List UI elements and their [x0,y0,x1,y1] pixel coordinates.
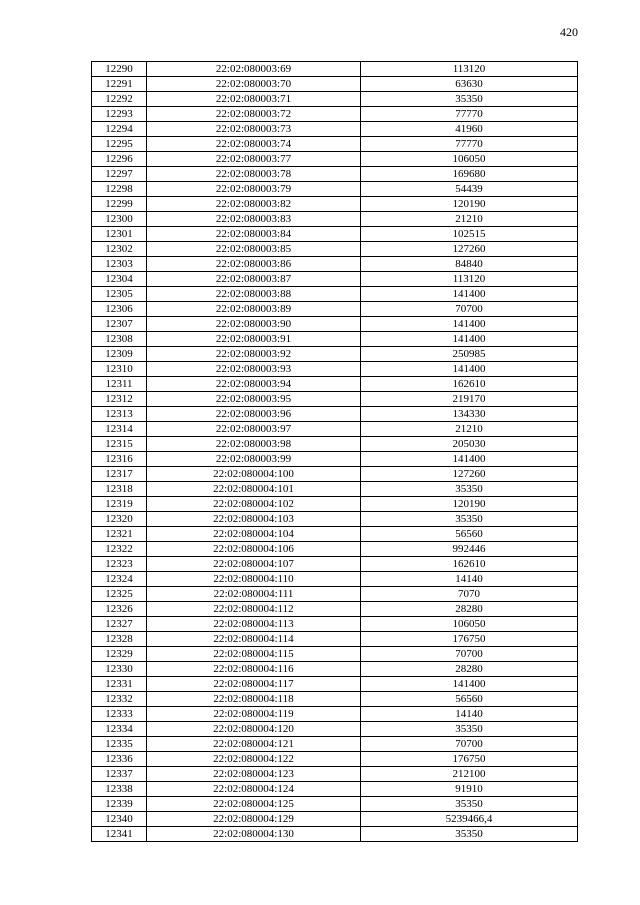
cadastral-value-table [91,61,578,842]
cadastral-number-cell: 22:02:080003:78 [147,167,361,182]
value-cell: 176750 [361,632,578,647]
cadastral-number-cell: 22:02:080004:130 [147,827,361,842]
row-number-cell: 12295 [92,137,147,152]
cadastral-number-cell: 22:02:080004:129 [147,812,361,827]
table-row [92,272,578,287]
cadastral-number-cell: 22:02:080003:96 [147,407,361,422]
cadastral-number-cell: 22:02:080003:71 [147,92,361,107]
cadastral-number-cell: 22:02:080004:122 [147,752,361,767]
table-row [92,242,578,257]
row-number-cell: 12325 [92,587,147,602]
cadastral-number-cell: 22:02:080004:119 [147,707,361,722]
row-number-cell: 12296 [92,152,147,167]
value-cell: 141400 [361,677,578,692]
cadastral-number-cell: 22:02:080004:102 [147,497,361,512]
cadastral-number-cell: 22:02:080003:83 [147,212,361,227]
table-row [92,722,578,737]
value-cell: 162610 [361,377,578,392]
table-row [92,332,578,347]
row-number-cell: 12291 [92,77,147,92]
value-cell: 63630 [361,77,578,92]
value-cell: 35350 [361,797,578,812]
table-row [92,437,578,452]
table-row [92,182,578,197]
table-row [92,212,578,227]
row-number-cell: 12339 [92,797,147,812]
row-number-cell: 12323 [92,557,147,572]
cadastral-number-cell: 22:02:080004:110 [147,572,361,587]
cadastral-number-cell: 22:02:080003:97 [147,422,361,437]
value-cell: 56560 [361,527,578,542]
value-cell: 250985 [361,347,578,362]
value-cell: 113120 [361,272,578,287]
row-number-cell: 12310 [92,362,147,377]
table-row [92,827,578,842]
row-number-cell: 12306 [92,302,147,317]
table-row [92,137,578,152]
row-number-cell: 12335 [92,737,147,752]
row-number-cell: 12337 [92,767,147,782]
row-number-cell: 12326 [92,602,147,617]
cadastral-number-cell: 22:02:080003:92 [147,347,361,362]
table-row [92,422,578,437]
row-number-cell: 12301 [92,227,147,242]
table-row [92,197,578,212]
row-number-cell: 12293 [92,107,147,122]
value-cell: 134330 [361,407,578,422]
cadastral-number-cell: 22:02:080004:104 [147,527,361,542]
value-cell: 106050 [361,617,578,632]
cadastral-number-cell: 22:02:080003:79 [147,182,361,197]
row-number-cell: 12319 [92,497,147,512]
table-row [92,752,578,767]
cadastral-number-cell: 22:02:080003:72 [147,107,361,122]
cadastral-number-cell: 22:02:080003:95 [147,392,361,407]
row-number-cell: 12294 [92,122,147,137]
table-row [92,677,578,692]
value-cell: 169680 [361,167,578,182]
row-number-cell: 12314 [92,422,147,437]
table-row [92,602,578,617]
value-cell: 120190 [361,497,578,512]
row-number-cell: 12324 [92,572,147,587]
cadastral-number-cell: 22:02:080004:125 [147,797,361,812]
table-row [92,692,578,707]
value-cell: 28280 [361,602,578,617]
page-number: 420 [560,25,578,39]
value-cell: 219170 [361,392,578,407]
table-row [92,482,578,497]
row-number-cell: 12318 [92,482,147,497]
table-row [92,497,578,512]
table-row [92,557,578,572]
value-cell: 21210 [361,212,578,227]
table-row [92,527,578,542]
value-cell: 70700 [361,647,578,662]
row-number-cell: 12292 [92,92,147,107]
value-cell: 212100 [361,767,578,782]
row-number-cell: 12312 [92,392,147,407]
table-row [92,167,578,182]
row-number-cell: 12303 [92,257,147,272]
table-row [92,377,578,392]
table-row [92,707,578,722]
row-number-cell: 12322 [92,542,147,557]
value-cell: 141400 [361,452,578,467]
cadastral-number-cell: 22:02:080003:77 [147,152,361,167]
value-cell: 35350 [361,92,578,107]
table-row [92,812,578,827]
cadastral-number-cell: 22:02:080004:111 [147,587,361,602]
cadastral-number-cell: 22:02:080004:116 [147,662,361,677]
row-number-cell: 12311 [92,377,147,392]
value-cell: 127260 [361,467,578,482]
table-row [92,317,578,332]
cadastral-number-cell: 22:02:080003:85 [147,242,361,257]
value-cell: 113120 [361,62,578,77]
table-row [92,452,578,467]
row-number-cell: 12299 [92,197,147,212]
row-number-cell: 12340 [92,812,147,827]
cadastral-number-cell: 22:02:080004:100 [147,467,361,482]
row-number-cell: 12300 [92,212,147,227]
row-number-cell: 12333 [92,707,147,722]
row-number-cell: 12307 [92,317,147,332]
table-row [92,662,578,677]
cadastral-number-cell: 22:02:080004:118 [147,692,361,707]
row-number-cell: 12338 [92,782,147,797]
table-row [92,797,578,812]
cadastral-number-cell: 22:02:080003:87 [147,272,361,287]
cadastral-number-cell: 22:02:080004:112 [147,602,361,617]
row-number-cell: 12331 [92,677,147,692]
value-cell: 102515 [361,227,578,242]
table-row [92,512,578,527]
value-cell: 77770 [361,107,578,122]
cadastral-number-cell: 22:02:080003:69 [147,62,361,77]
cadastral-number-cell: 22:02:080004:115 [147,647,361,662]
value-cell: 70700 [361,302,578,317]
value-cell: 14140 [361,572,578,587]
cadastral-number-cell: 22:02:080003:98 [147,437,361,452]
table-row [92,572,578,587]
table-row [92,647,578,662]
table-row [92,62,578,77]
value-cell: 141400 [361,287,578,302]
value-cell: 35350 [361,722,578,737]
value-cell: 21210 [361,422,578,437]
value-cell: 35350 [361,482,578,497]
value-cell: 5239466,4 [361,812,578,827]
cadastral-number-cell: 22:02:080004:103 [147,512,361,527]
value-cell: 54439 [361,182,578,197]
row-number-cell: 12305 [92,287,147,302]
table-row [92,152,578,167]
cadastral-number-cell: 22:02:080004:123 [147,767,361,782]
cadastral-number-cell: 22:02:080003:82 [147,197,361,212]
row-number-cell: 12302 [92,242,147,257]
value-cell: 56560 [361,692,578,707]
row-number-cell: 12297 [92,167,147,182]
row-number-cell: 12327 [92,617,147,632]
value-cell: 41960 [361,122,578,137]
table-row [92,92,578,107]
table-row [92,542,578,557]
value-cell: 127260 [361,242,578,257]
value-cell: 205030 [361,437,578,452]
row-number-cell: 12336 [92,752,147,767]
cadastral-number-cell: 22:02:080004:106 [147,542,361,557]
value-cell: 77770 [361,137,578,152]
table-row [92,257,578,272]
row-number-cell: 12316 [92,452,147,467]
table-row [92,617,578,632]
value-cell: 7070 [361,587,578,602]
table-row [92,302,578,317]
cadastral-number-cell: 22:02:080003:70 [147,77,361,92]
value-cell: 141400 [361,317,578,332]
row-number-cell: 12298 [92,182,147,197]
cadastral-number-cell: 22:02:080004:101 [147,482,361,497]
value-cell: 35350 [361,512,578,527]
table-row [92,362,578,377]
table-row [92,407,578,422]
value-cell: 141400 [361,332,578,347]
cadastral-number-cell: 22:02:080003:74 [147,137,361,152]
row-number-cell: 12332 [92,692,147,707]
row-number-cell: 12334 [92,722,147,737]
value-cell: 14140 [361,707,578,722]
value-cell: 106050 [361,152,578,167]
value-cell: 120190 [361,197,578,212]
row-number-cell: 12309 [92,347,147,362]
table-row [92,107,578,122]
table-row [92,467,578,482]
row-number-cell: 12304 [92,272,147,287]
value-cell: 176750 [361,752,578,767]
value-cell: 84840 [361,257,578,272]
cadastral-number-cell: 22:02:080004:120 [147,722,361,737]
value-cell: 992446 [361,542,578,557]
cadastral-number-cell: 22:02:080003:89 [147,302,361,317]
row-number-cell: 12329 [92,647,147,662]
table-row [92,782,578,797]
value-cell: 35350 [361,827,578,842]
table-body [92,62,578,842]
row-number-cell: 12290 [92,62,147,77]
cadastral-number-cell: 22:02:080004:124 [147,782,361,797]
row-number-cell: 12317 [92,467,147,482]
cadastral-number-cell: 22:02:080003:93 [147,362,361,377]
cadastral-number-cell: 22:02:080003:73 [147,122,361,137]
cadastral-number-cell: 22:02:080004:113 [147,617,361,632]
cadastral-number-cell: 22:02:080004:107 [147,557,361,572]
row-number-cell: 12313 [92,407,147,422]
cadastral-number-cell: 22:02:080004:114 [147,632,361,647]
cadastral-number-cell: 22:02:080003:91 [147,332,361,347]
row-number-cell: 12330 [92,662,147,677]
table-row [92,587,578,602]
cadastral-number-cell: 22:02:080003:88 [147,287,361,302]
table-row [92,77,578,92]
row-number-cell: 12321 [92,527,147,542]
table-row [92,287,578,302]
table-row [92,347,578,362]
table-row [92,767,578,782]
row-number-cell: 12320 [92,512,147,527]
cadastral-number-cell: 22:02:080003:86 [147,257,361,272]
table-row [92,227,578,242]
value-cell: 28280 [361,662,578,677]
row-number-cell: 12315 [92,437,147,452]
table-row [92,122,578,137]
cadastral-number-cell: 22:02:080004:121 [147,737,361,752]
value-cell: 91910 [361,782,578,797]
cadastral-number-cell: 22:02:080003:99 [147,452,361,467]
cadastral-number-cell: 22:02:080004:117 [147,677,361,692]
cadastral-number-cell: 22:02:080003:84 [147,227,361,242]
value-cell: 70700 [361,737,578,752]
cadastral-number-cell: 22:02:080003:94 [147,377,361,392]
row-number-cell: 12328 [92,632,147,647]
row-number-cell: 12341 [92,827,147,842]
cadastral-number-cell: 22:02:080003:90 [147,317,361,332]
value-cell: 141400 [361,362,578,377]
table-row [92,392,578,407]
row-number-cell: 12308 [92,332,147,347]
table-row [92,737,578,752]
table-row [92,632,578,647]
value-cell: 162610 [361,557,578,572]
